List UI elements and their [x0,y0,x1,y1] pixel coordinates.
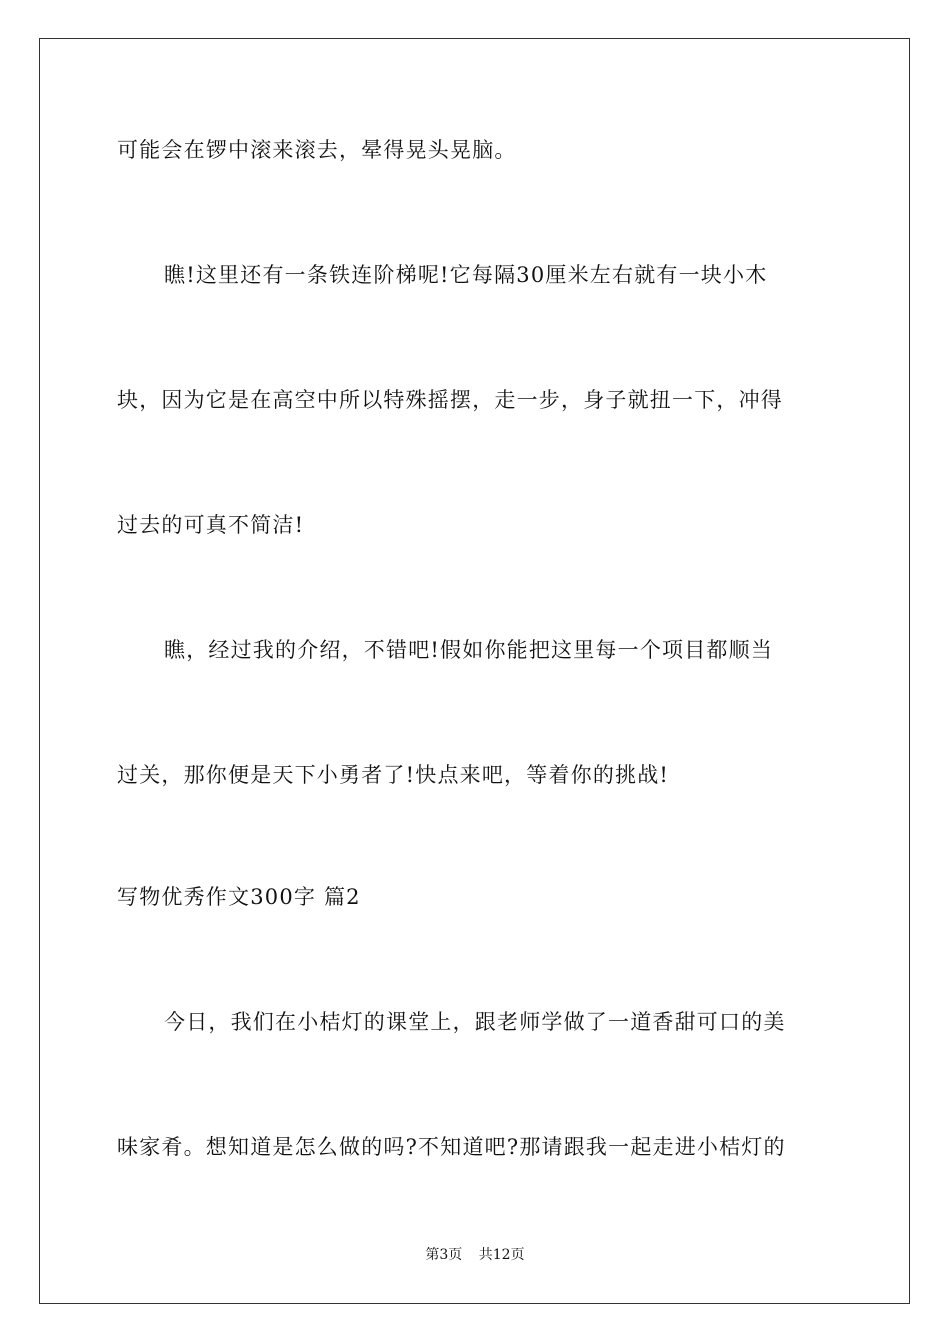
paragraph-start: 今日，我们在小桔灯的课堂上，跟老师学做了一道香甜可口的美 [164,1010,786,1034]
page-total: 共12页 [478,1247,525,1263]
text-line: 过关，那你便是天下小勇者了!快点来吧，等着你的挑战! [117,763,670,787]
page-border [39,38,910,1304]
text-line: 可能会在锣中滚来滚去，晕得晃头晃脑。 [117,138,517,162]
text-line: 味家肴。想知道是怎么做的吗?不知道吧?那请跟我一起走进小桔灯的 [117,1135,786,1159]
page-number: 第3页 [425,1247,463,1263]
section-heading: 写物优秀作文300字 篇2 [117,885,361,909]
paragraph-start: 瞧!这里还有一条铁连阶梯呢!它每隔30厘米左右就有一块小木 [164,263,768,287]
text-line: 过去的可真不简洁! [117,513,305,537]
paragraph-start: 瞧，经过我的介绍，不错吧!假如你能把这里每一个项目都顺当 [164,638,774,662]
page-footer [0,1246,950,1264]
text-line: 块，因为它是在高空中所以特殊摇摆，走一步，身子就扭一下，冲得 [117,388,783,412]
